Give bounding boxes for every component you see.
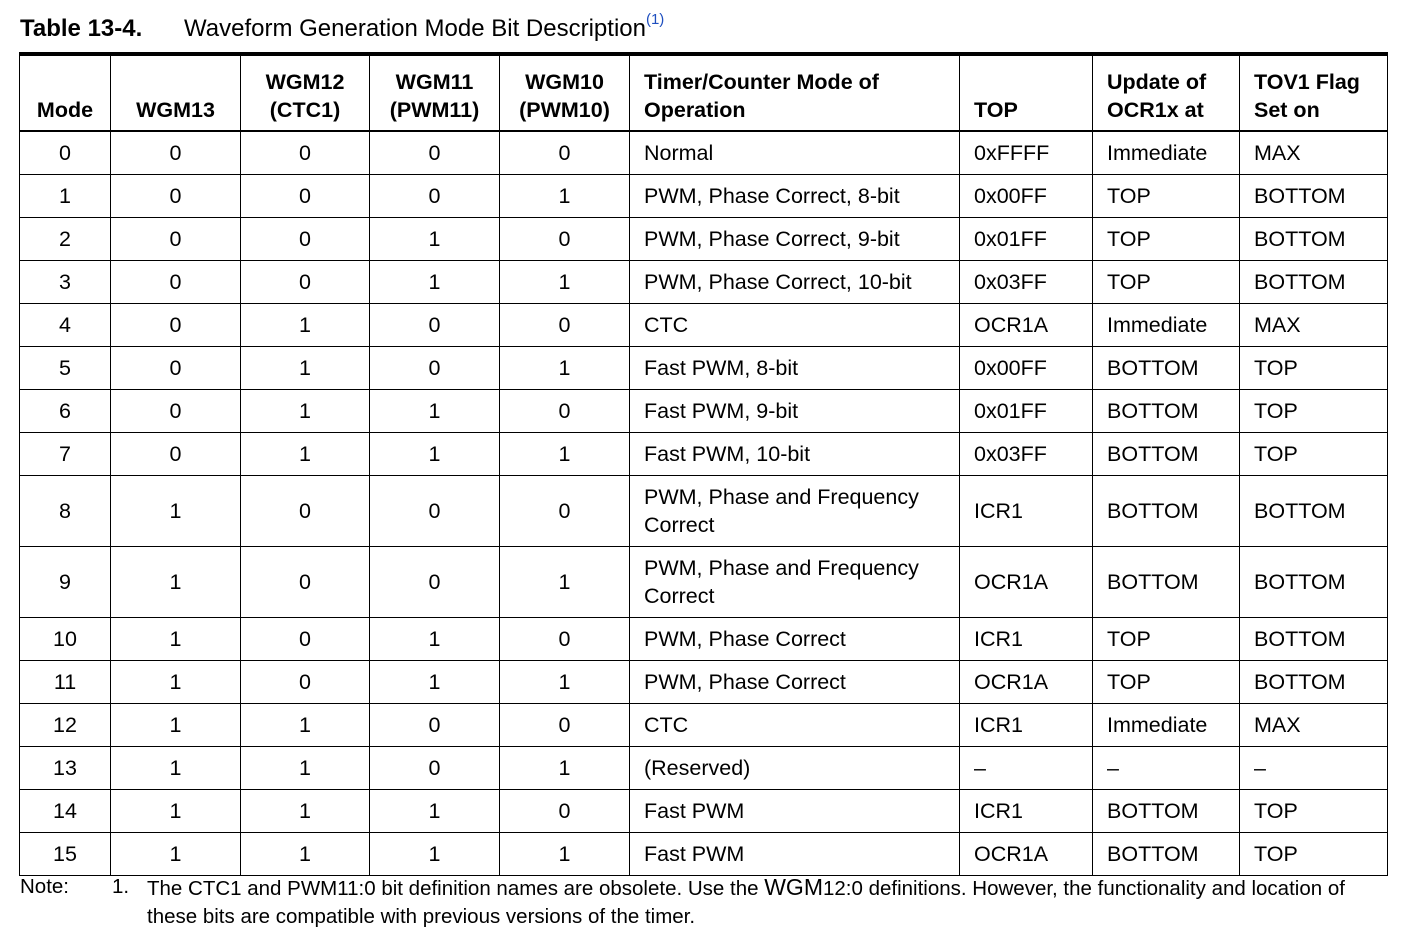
table-row: [20, 790, 1388, 833]
cell-tov1-flag: –: [1240, 747, 1388, 790]
cell-wgm12: 0: [241, 261, 370, 304]
cell-mode: 15: [20, 833, 111, 876]
cell-wgm13: 0: [111, 433, 241, 476]
cell-update-ocr1x: BOTTOM: [1093, 347, 1240, 390]
table-row: [20, 304, 1388, 347]
cell-wgm13: 0: [111, 175, 241, 218]
cell-wgm11: 0: [370, 304, 500, 347]
cell-tov1-flag: MAX: [1240, 704, 1388, 747]
cell-operation: Fast PWM: [630, 790, 960, 833]
cell-mode: 4: [20, 304, 111, 347]
cell-wgm13: 1: [111, 661, 241, 704]
cell-wgm10: 1: [500, 661, 630, 704]
cell-mode: 10: [20, 618, 111, 661]
header-update-ocr1x: [1093, 54, 1240, 131]
cell-wgm12: 1: [241, 347, 370, 390]
cell-tov1-flag: TOP: [1240, 347, 1388, 390]
cell-operation: CTC: [630, 304, 960, 347]
table-row: [20, 433, 1388, 476]
cell-update-ocr1x: BOTTOM: [1093, 476, 1240, 547]
cell-mode: 13: [20, 747, 111, 790]
header-mode: [20, 54, 111, 131]
cell-mode: 5: [20, 347, 111, 390]
cell-top: ICR1: [960, 476, 1093, 547]
cell-wgm11: 0: [370, 175, 500, 218]
cell-wgm13: 0: [111, 304, 241, 347]
table-body: [20, 131, 1388, 876]
cell-tov1-flag: BOTTOM: [1240, 618, 1388, 661]
table-row: [20, 218, 1388, 261]
cell-wgm11: 0: [370, 476, 500, 547]
cell-operation: Fast PWM, 8-bit: [630, 347, 960, 390]
header-wgm10: [500, 54, 630, 131]
cell-wgm11: 0: [370, 704, 500, 747]
header-line: OCR1x at: [1107, 98, 1204, 122]
cell-top: 0x00FF: [960, 175, 1093, 218]
table-row: [20, 704, 1388, 747]
note-text-part2: 12:0 definitions. However, the functionality and location of these bits are compatible with previous versions of the timer.: [147, 877, 1345, 928]
cell-top: ICR1: [960, 618, 1093, 661]
table-number: Table 13-4.: [20, 15, 143, 42]
cell-update-ocr1x: BOTTOM: [1093, 833, 1240, 876]
cell-wgm12: 1: [241, 833, 370, 876]
cell-wgm13: 0: [111, 347, 241, 390]
cell-update-ocr1x: –: [1093, 747, 1240, 790]
footnote-ref-link[interactable]: (1): [645, 11, 665, 28]
header-wgm11: [370, 54, 500, 131]
cell-wgm11: 1: [370, 661, 500, 704]
cell-wgm10: 0: [500, 218, 630, 261]
header-line: (CTC1): [269, 98, 341, 122]
header-operation: [630, 54, 960, 131]
cell-wgm12: 0: [241, 131, 370, 175]
header-wgm13: [111, 54, 241, 131]
cell-top: 0x01FF: [960, 218, 1093, 261]
cell-update-ocr1x: Immediate: [1093, 704, 1240, 747]
cell-wgm11: 1: [370, 618, 500, 661]
cell-top: 0x03FF: [960, 433, 1093, 476]
cell-mode: 11: [20, 661, 111, 704]
cell-mode: 9: [20, 547, 111, 618]
cell-wgm11: 1: [370, 790, 500, 833]
cell-tov1-flag: BOTTOM: [1240, 175, 1388, 218]
cell-top: OCR1A: [960, 547, 1093, 618]
table-row: [20, 618, 1388, 661]
cell-operation: CTC: [630, 704, 960, 747]
header-line: WGM12: [265, 70, 345, 94]
header-row: [20, 54, 1388, 131]
cell-operation: PWM, Phase and Frequency Correct: [630, 547, 960, 618]
cell-tov1-flag: TOP: [1240, 833, 1388, 876]
cell-wgm11: 1: [370, 390, 500, 433]
cell-top: ICR1: [960, 704, 1093, 747]
cell-tov1-flag: BOTTOM: [1240, 218, 1388, 261]
header-line: WGM10: [525, 70, 604, 94]
cell-update-ocr1x: BOTTOM: [1093, 547, 1240, 618]
cell-mode: 7: [20, 433, 111, 476]
cell-wgm12: 0: [241, 547, 370, 618]
cell-top: –: [960, 747, 1093, 790]
cell-update-ocr1x: TOP: [1093, 261, 1240, 304]
note-text: [147, 873, 1387, 931]
cell-update-ocr1x: TOP: [1093, 218, 1240, 261]
cell-tov1-flag: TOP: [1240, 433, 1388, 476]
cell-top: OCR1A: [960, 304, 1093, 347]
header-line: (PWM10): [519, 98, 610, 122]
table-title: Waveform Generation Mode Bit Description: [184, 15, 646, 42]
cell-operation: Fast PWM: [630, 833, 960, 876]
cell-mode: 0: [20, 131, 111, 175]
cell-tov1-flag: MAX: [1240, 304, 1388, 347]
cell-operation: PWM, Phase Correct, 10-bit: [630, 261, 960, 304]
cell-update-ocr1x: TOP: [1093, 618, 1240, 661]
table-row: [20, 175, 1388, 218]
table-row: [20, 547, 1388, 618]
cell-tov1-flag: BOTTOM: [1240, 547, 1388, 618]
note-label: Note:: [20, 875, 69, 898]
cell-wgm12: 0: [241, 218, 370, 261]
header-tov1-flag: [1240, 54, 1388, 131]
cell-wgm13: 1: [111, 790, 241, 833]
cell-wgm10: 1: [500, 175, 630, 218]
cell-wgm12: 1: [241, 304, 370, 347]
cell-wgm10: 0: [500, 131, 630, 175]
cell-wgm13: 0: [111, 390, 241, 433]
cell-operation: Normal: [630, 131, 960, 175]
cell-tov1-flag: BOTTOM: [1240, 661, 1388, 704]
note-index: 1.: [112, 875, 130, 898]
cell-wgm13: 1: [111, 747, 241, 790]
cell-mode: 14: [20, 790, 111, 833]
header-line: WGM13: [136, 98, 215, 122]
cell-wgm10: 1: [500, 747, 630, 790]
cell-top: ICR1: [960, 790, 1093, 833]
cell-update-ocr1x: BOTTOM: [1093, 390, 1240, 433]
cell-operation: Fast PWM, 10-bit: [630, 433, 960, 476]
cell-wgm10: 1: [500, 547, 630, 618]
table-row: [20, 747, 1388, 790]
cell-top: 0x03FF: [960, 261, 1093, 304]
cell-update-ocr1x: Immediate: [1093, 131, 1240, 175]
cell-update-ocr1x: TOP: [1093, 661, 1240, 704]
cell-wgm12: 0: [241, 175, 370, 218]
cell-mode: 8: [20, 476, 111, 547]
cell-wgm11: 0: [370, 747, 500, 790]
header-line: Timer/Counter Mode of: [644, 70, 879, 94]
header-line: WGM11: [395, 70, 474, 94]
header-line: Update of: [1107, 70, 1207, 94]
cell-wgm12: 1: [241, 747, 370, 790]
cell-wgm12: 1: [241, 704, 370, 747]
cell-update-ocr1x: TOP: [1093, 175, 1240, 218]
cell-wgm13: 1: [111, 547, 241, 618]
cell-update-ocr1x: BOTTOM: [1093, 790, 1240, 833]
cell-update-ocr1x: BOTTOM: [1093, 433, 1240, 476]
cell-mode: 6: [20, 390, 111, 433]
header-line: Operation: [644, 98, 746, 122]
cell-tov1-flag: MAX: [1240, 131, 1388, 175]
table-row: [20, 131, 1388, 175]
cell-operation: (Reserved): [630, 747, 960, 790]
cell-wgm13: 1: [111, 476, 241, 547]
cell-wgm10: 0: [500, 304, 630, 347]
cell-wgm13: 1: [111, 704, 241, 747]
cell-mode: 2: [20, 218, 111, 261]
header-line: TOP: [974, 98, 1018, 122]
table-row: [20, 661, 1388, 704]
cell-top: 0xFFFF: [960, 131, 1093, 175]
cell-update-ocr1x: Immediate: [1093, 304, 1240, 347]
table-row: [20, 347, 1388, 390]
cell-wgm10: 0: [500, 618, 630, 661]
cell-wgm11: 1: [370, 433, 500, 476]
header-top: [960, 54, 1093, 131]
cell-tov1-flag: TOP: [1240, 790, 1388, 833]
cell-wgm11: 0: [370, 131, 500, 175]
cell-operation: PWM, Phase Correct, 8-bit: [630, 175, 960, 218]
cell-wgm13: 0: [111, 218, 241, 261]
table-row: [20, 476, 1388, 547]
cell-wgm11: 1: [370, 218, 500, 261]
table-caption: [20, 11, 665, 43]
table-row: [20, 261, 1388, 304]
cell-wgm11: 1: [370, 261, 500, 304]
cell-tov1-flag: BOTTOM: [1240, 261, 1388, 304]
waveform-mode-table: [19, 52, 1388, 876]
cell-wgm12: 1: [241, 390, 370, 433]
cell-wgm11: 0: [370, 347, 500, 390]
note-text-wgm: WGM: [764, 874, 823, 900]
cell-top: OCR1A: [960, 661, 1093, 704]
cell-wgm10: 0: [500, 704, 630, 747]
cell-operation: PWM, Phase Correct: [630, 618, 960, 661]
cell-wgm13: 0: [111, 261, 241, 304]
cell-wgm10: 0: [500, 790, 630, 833]
cell-top: 0x00FF: [960, 347, 1093, 390]
cell-wgm10: 1: [500, 833, 630, 876]
cell-mode: 3: [20, 261, 111, 304]
cell-wgm11: 0: [370, 547, 500, 618]
cell-operation: PWM, Phase Correct: [630, 661, 960, 704]
cell-top: OCR1A: [960, 833, 1093, 876]
cell-wgm12: 0: [241, 661, 370, 704]
cell-wgm13: 1: [111, 833, 241, 876]
cell-mode: 1: [20, 175, 111, 218]
cell-wgm10: 0: [500, 390, 630, 433]
header-line: Set on: [1254, 98, 1320, 122]
cell-wgm13: 0: [111, 131, 241, 175]
table-row: [20, 390, 1388, 433]
cell-wgm10: 1: [500, 433, 630, 476]
cell-operation: PWM, Phase Correct, 9-bit: [630, 218, 960, 261]
cell-wgm10: 1: [500, 261, 630, 304]
cell-operation: PWM, Phase and Frequency Correct: [630, 476, 960, 547]
cell-wgm12: 1: [241, 790, 370, 833]
table-row: [20, 833, 1388, 876]
cell-wgm12: 0: [241, 476, 370, 547]
cell-operation: Fast PWM, 9-bit: [630, 390, 960, 433]
header-line: Mode: [36, 98, 94, 122]
header-line: TOV1 Flag: [1254, 70, 1360, 94]
cell-tov1-flag: TOP: [1240, 390, 1388, 433]
cell-wgm13: 1: [111, 618, 241, 661]
cell-wgm10: 1: [500, 347, 630, 390]
header-line: (PWM11): [389, 98, 480, 122]
cell-mode: 12: [20, 704, 111, 747]
cell-wgm11: 1: [370, 833, 500, 876]
cell-tov1-flag: BOTTOM: [1240, 476, 1388, 547]
cell-top: 0x01FF: [960, 390, 1093, 433]
cell-wgm10: 0: [500, 476, 630, 547]
cell-wgm12: 1: [241, 433, 370, 476]
note-text-part1: The CTC1 and PWM11:0 bit definition names are obsolete. Use the: [147, 877, 765, 900]
cell-wgm12: 0: [241, 618, 370, 661]
header-wgm12: [241, 54, 370, 131]
